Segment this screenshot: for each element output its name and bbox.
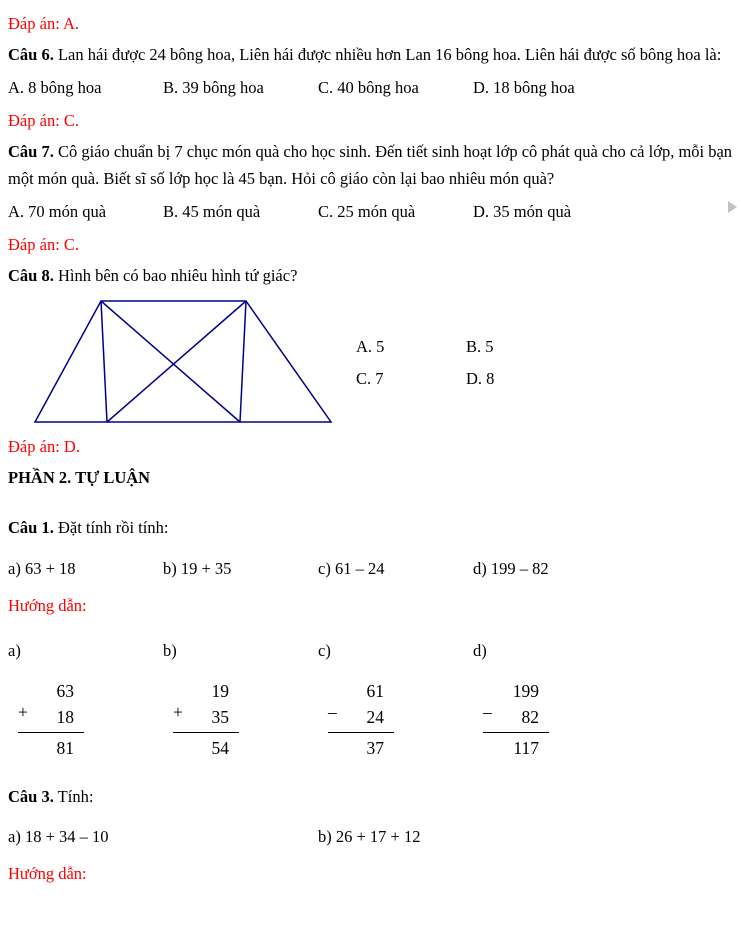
guide-label-q3: Hướng dẫn: xyxy=(8,863,87,883)
option-c: C. 40 bông hoa xyxy=(318,78,419,98)
figure-diagonal-line-2 xyxy=(107,301,246,422)
question-6 xyxy=(8,41,733,68)
top-operand: 61 xyxy=(366,680,384,701)
option-d: D. 18 bông hoa xyxy=(473,78,575,98)
question-6-label: Câu 6. xyxy=(8,45,54,65)
result-value: 117 xyxy=(513,738,539,759)
operator-sign: + xyxy=(18,701,28,722)
item-a: a) 18 + 34 – 10 xyxy=(8,826,109,846)
question-8-options xyxy=(356,333,494,392)
question-7-text: Cô giáo chuẩn bị 7 chục món quà cho học sinh. Đến tiết sinh hoạt lớp cô phát quà cho cả lớp, mỗi bạn một món quà. Biết sĩ số lớp học là 45 bạn. Hỏi cô giáo còn lại bao nhiêu món quà? xyxy=(8,142,733,189)
worked-column-b xyxy=(163,637,318,762)
vertical-calculation-c xyxy=(328,678,394,762)
quadrilateral-figure xyxy=(28,293,348,429)
essay-question-3 xyxy=(8,783,733,810)
figure-trapezoid-outline xyxy=(35,301,331,422)
top-operand: 199 xyxy=(512,680,539,701)
sum-line xyxy=(328,732,394,733)
vertical-calculation-b xyxy=(173,678,239,762)
operator-sign: – xyxy=(483,701,492,722)
option-b: B. 45 món quà xyxy=(163,202,261,222)
top-operand: 63 xyxy=(56,680,74,701)
question-8-text: Hình bên có bao nhiêu hình tứ giác? xyxy=(57,266,298,286)
part-2-title: PHẦN 2. TỰ LUẬN xyxy=(8,468,151,488)
sum-line xyxy=(173,732,239,733)
essay-question-1-text: Đặt tính rồi tính: xyxy=(57,517,169,537)
item-d: d) 199 – 82 xyxy=(473,558,549,578)
top-operand: 19 xyxy=(211,680,229,701)
item-c: c) 61 – 24 xyxy=(318,558,385,578)
question-6-text: Lan hái được 24 bông hoa, Liên hái được nhiều hơn Lan 16 bông hoa. Liên hái được số bông hoa là: xyxy=(57,45,722,65)
bottom-operand: 24 xyxy=(366,706,384,727)
figure-right-vertical-line xyxy=(240,301,246,422)
result-value: 37 xyxy=(366,738,384,759)
question-6-options xyxy=(8,74,733,101)
option-c: C. 25 món quà xyxy=(318,202,416,222)
bottom-operand: 18 xyxy=(56,706,74,727)
result-value: 54 xyxy=(211,738,229,759)
option-a: A. 5 xyxy=(356,337,385,357)
vertical-calculation-d xyxy=(483,678,549,762)
worked-column-a xyxy=(8,637,163,762)
option-d: D. 8 xyxy=(466,369,495,389)
answer-line-q8: Đáp án: D. xyxy=(8,437,80,457)
item-a: a) 63 + 18 xyxy=(8,558,76,578)
column-label-a: a) xyxy=(8,640,21,660)
figure-left-vertical-line xyxy=(101,301,107,422)
worked-solutions xyxy=(8,637,733,762)
option-b: B. 39 bông hoa xyxy=(163,78,264,98)
option-a: A. 8 bông hoa xyxy=(8,78,102,98)
essay-question-3-text: Tính: xyxy=(57,787,94,807)
option-b: B. 5 xyxy=(466,337,494,357)
operator-sign: – xyxy=(328,701,337,722)
result-value: 81 xyxy=(56,738,74,759)
essay-question-1 xyxy=(8,514,733,541)
essay-question-3-label: Câu 3. xyxy=(8,787,54,807)
guide-label-q1: Hướng dẫn: xyxy=(8,595,87,615)
sum-line xyxy=(18,732,84,733)
question-7 xyxy=(8,138,733,192)
next-arrow-icon[interactable] xyxy=(728,201,737,213)
option-c: C. 7 xyxy=(356,369,384,389)
column-label-c: c) xyxy=(318,640,331,660)
operator-sign: + xyxy=(173,701,183,722)
essay-question-1-label: Câu 1. xyxy=(8,517,54,537)
column-label-d: d) xyxy=(473,640,487,660)
column-label-b: b) xyxy=(163,640,177,660)
option-a: A. 70 món quà xyxy=(8,202,107,222)
answer-line-q7: Đáp án: C. xyxy=(8,235,80,255)
question-8-figure-row xyxy=(8,293,733,429)
essay-question-1-items xyxy=(8,555,733,582)
essay-question-3-items xyxy=(8,823,733,850)
worked-column-d xyxy=(473,637,733,762)
bottom-operand: 82 xyxy=(521,706,539,727)
question-8-label: Câu 8. xyxy=(8,266,54,286)
question-7-options xyxy=(8,198,733,225)
answer-line-top: Đáp án: A. xyxy=(8,14,80,33)
vertical-calculation-a xyxy=(18,678,84,762)
question-8 xyxy=(8,262,733,289)
question-7-label: Câu 7. xyxy=(8,142,54,162)
sum-line xyxy=(483,732,549,733)
item-b: b) 19 + 35 xyxy=(163,558,232,578)
figure-diagonal-line-1 xyxy=(101,301,240,422)
item-b: b) 26 + 17 + 12 xyxy=(318,826,421,846)
option-d: D. 35 món quà xyxy=(473,202,572,222)
worked-column-c xyxy=(318,637,473,762)
answer-line-q6: Đáp án: C. xyxy=(8,111,80,131)
bottom-operand: 35 xyxy=(211,706,229,727)
